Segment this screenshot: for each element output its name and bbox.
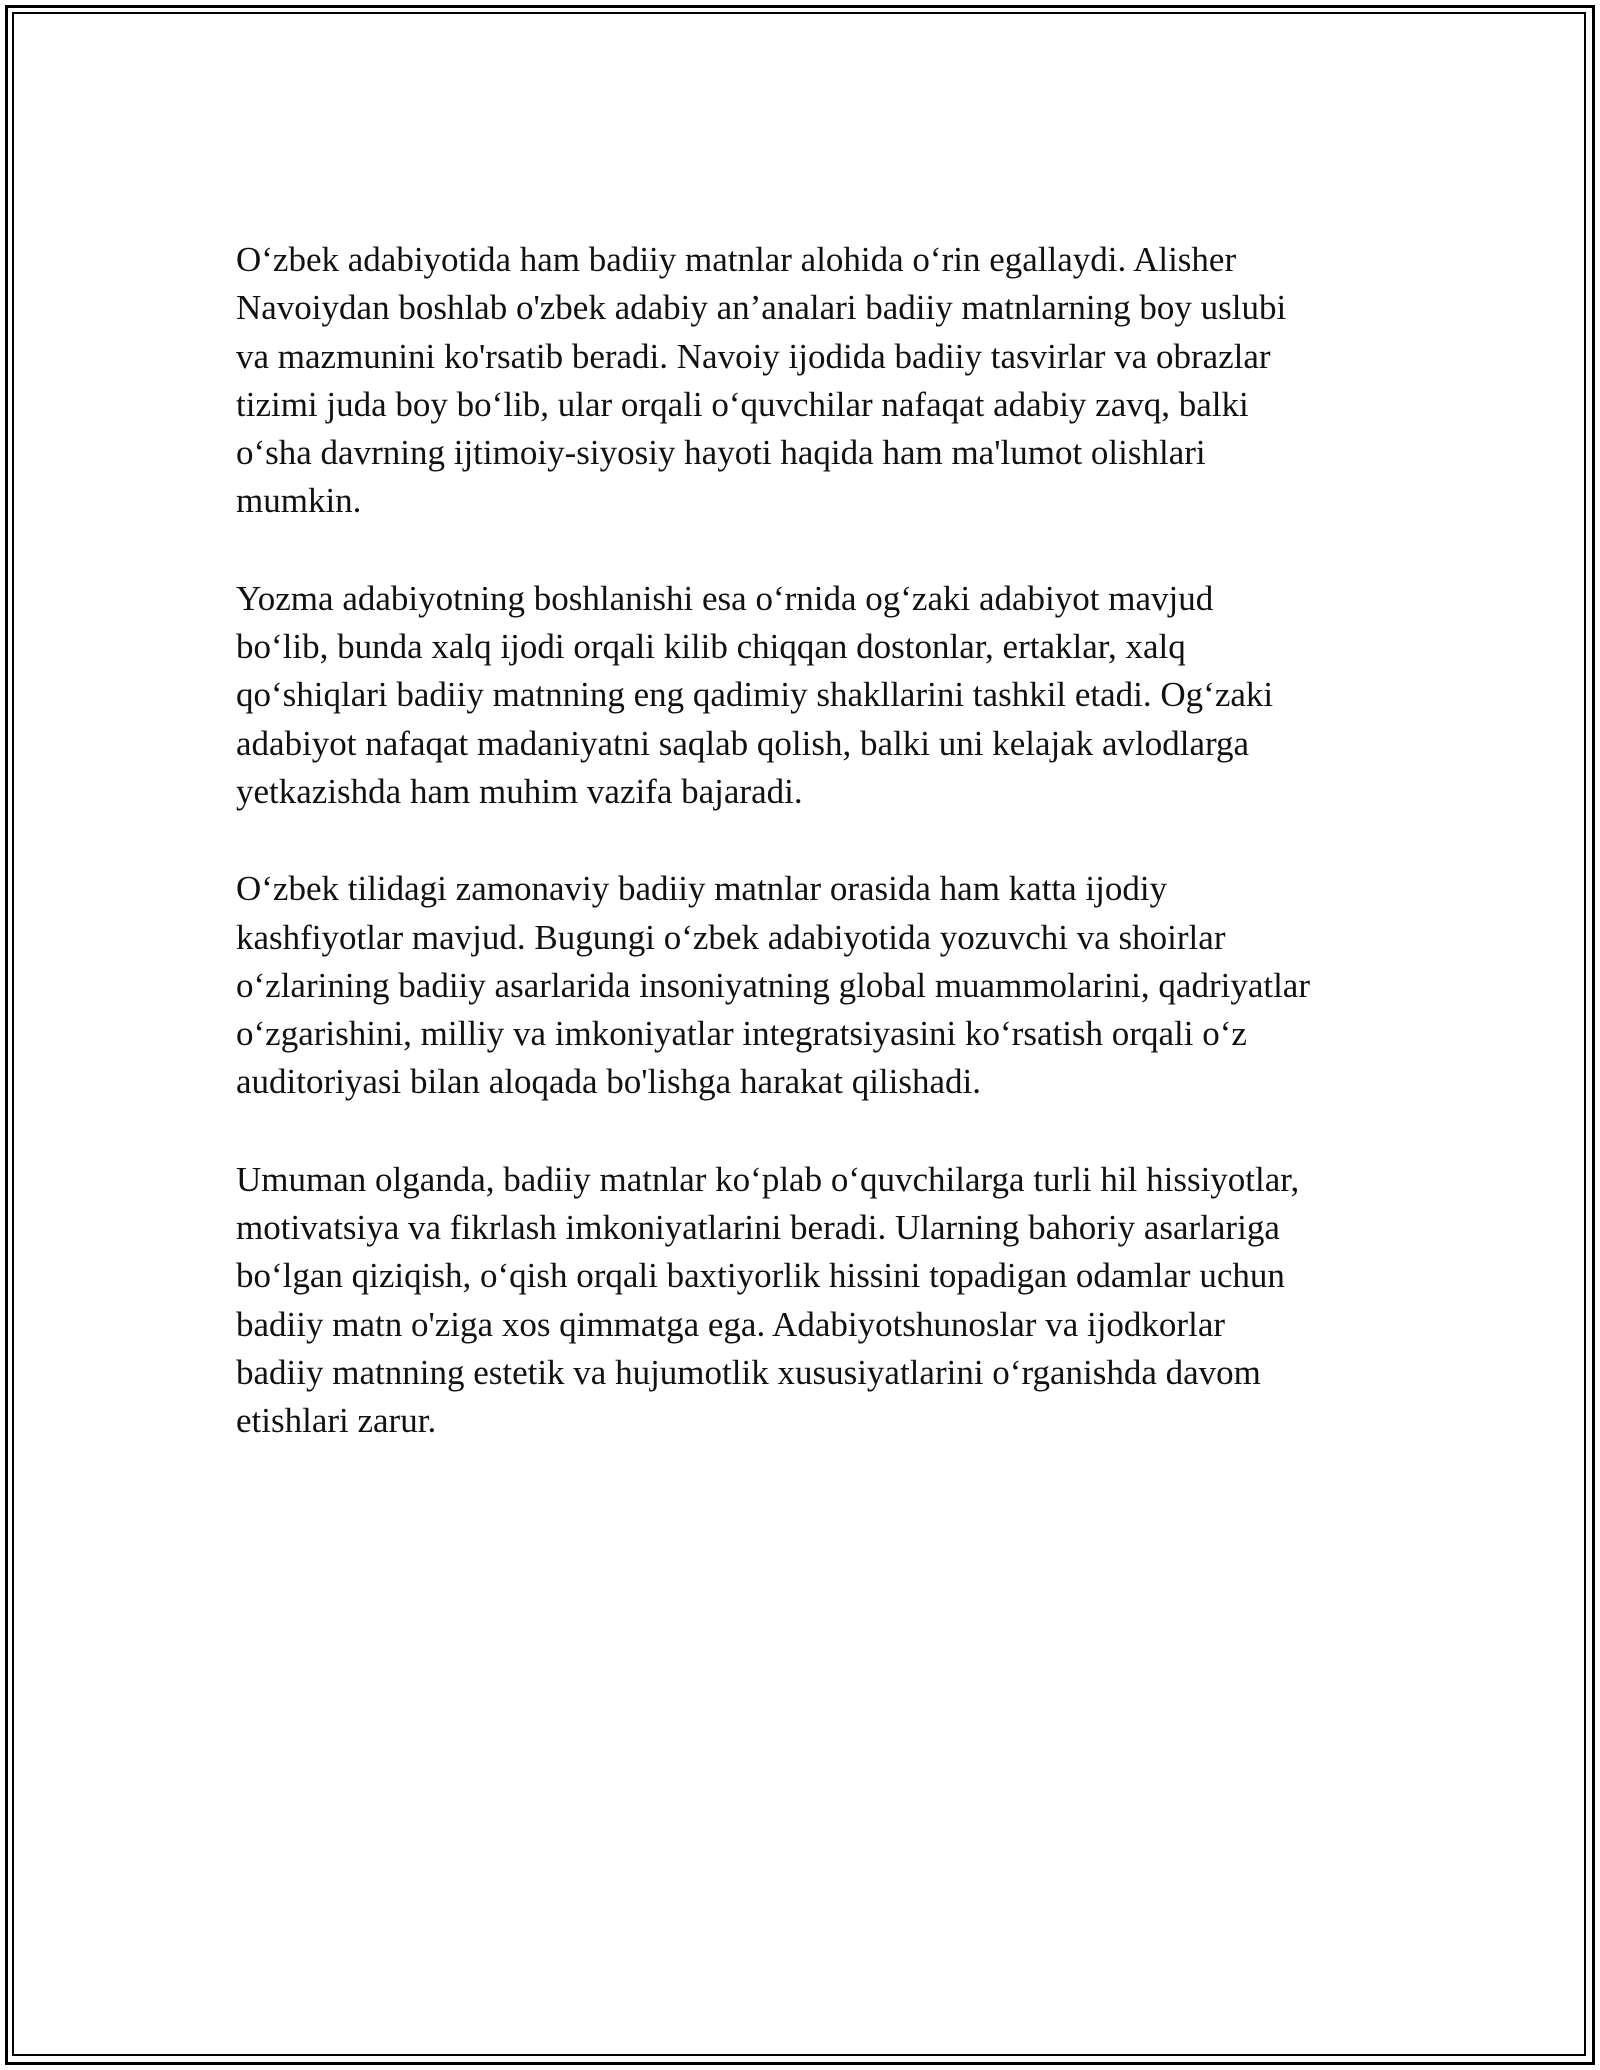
paragraph-2: Yozma adabiyotning boshlanishi esa o‘rnida og‘zaki adabiyot mavjud bo‘lib, bunda xalq ijodi orqali kilib chiqqan dostonlar, ertaklar, xalq qo‘shiqlari badiiy matnning eng qadimiy shakllarini tashkil etadi. Og‘zaki adabiyot nafaqat madaniyatni saqlab qolish, balki uni kelajak avlodlarga yetkazishda ham muhim vazifa bajaradi. bbox=[236, 578, 1274, 811]
paragraph-4: Umuman olganda, badiiy matnlar ko‘plab o‘quvchilarga turli hil hissiyotlar, motivatsiya va fikrlash imkoniyatlarini beradi. Ularning bahoriy asarlariga bo‘lgan qiziqish, o‘qish orqali baxtiyorlik hissini topadigan odamlar uchun badiiy matn o'ziga xos qimmatga ega. Adabiyotshunoslar va ijodkorlar badiiy matnning estetik va hujumotlik xususiyatlarini o‘rganishda davom etishlari zarur. bbox=[236, 1159, 1300, 1441]
paragraph-3: O‘zbek tilidagi zamonaviy badiiy matnlar orasida ham katta ijodiy kashfiyotlar mavjud. Bugungi o‘zbek adabiyotida yozuvchi va shoirlar o‘zlarining badiiy asarlarida insoniyatning global muammolarini, qadriyatlar o‘zgarishini, milliy va imkoniyatlar integratsiyasini ko‘rsatish orqali o‘z auditoriyasi bilan aloqada bo'lishga harakat qilishadi. bbox=[236, 869, 1310, 1102]
document-body bbox=[236, 236, 1366, 1495]
paragraph-1: O‘zbek adabiyotida ham badiiy matnlar alohida o‘rin egallaydi. Alisher Navoiydan boshlab o'zbek adabiy an’analari badiiy matnlarning boy uslubi va mazmunini ko'rsatib beradi. Navoiy ijodida badiiy tasvirlar va obrazlar tizimi juda boy bo‘lib, ular orqali o‘quvchilar nafaqat adabiy zavq, balki o‘sha davrning ijtimoiy-siyosiy hayoti haqida ham ma'lumot olishlari mumkin. bbox=[236, 240, 1287, 521]
